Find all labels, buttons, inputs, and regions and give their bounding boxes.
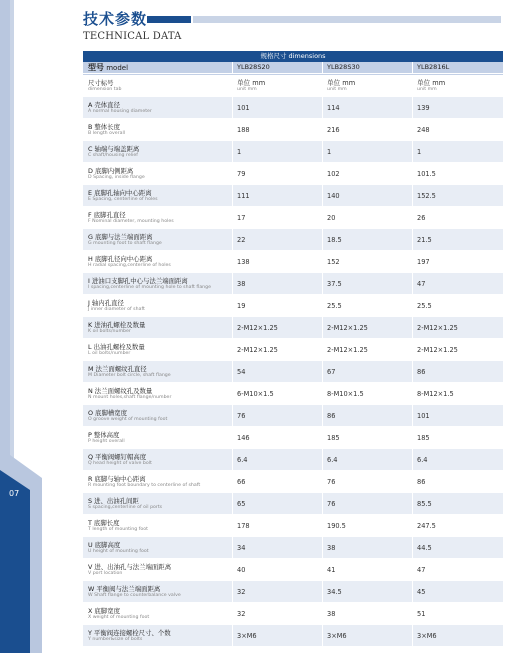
parameter-cell [83, 361, 233, 382]
parameter-name-cn: J 轴内孔直径 [88, 298, 124, 307]
value-cell [323, 339, 413, 360]
value-text: 146 [237, 433, 250, 442]
parameter-name-cn: C 轴端与端盖距离 [88, 144, 140, 153]
value-cell [323, 471, 413, 492]
parameter-name-en: V port location [88, 570, 123, 576]
value-text: 3×M6 [417, 631, 437, 640]
value-cell [323, 515, 413, 536]
parameter-cell [83, 273, 233, 294]
table-row [83, 295, 503, 317]
value-cell [413, 471, 503, 492]
parameter-cell [83, 537, 233, 558]
parameter-cell [83, 603, 233, 624]
value-cell [413, 361, 503, 382]
value-text: 76 [327, 499, 336, 508]
value-text: 2-M12×1.25 [327, 345, 368, 354]
value-text: 34 [237, 543, 246, 552]
value-cell [413, 537, 503, 558]
value-cell [233, 427, 323, 448]
value-cell [323, 581, 413, 602]
title-english: TECHNICAL DATA [83, 31, 182, 42]
value-text: 111 [237, 191, 250, 200]
parameter-name-en: X weight of mounting foot [88, 614, 150, 620]
value-cell [233, 581, 323, 602]
value-text: 21.5 [417, 235, 432, 244]
value-cell [233, 383, 323, 404]
parameter-cell [83, 207, 233, 228]
parameter-name-en: I spacing,centerline of mounting hole to shaft flange [88, 284, 212, 290]
value-text: 102 [327, 169, 340, 178]
value-text: 18.5 [327, 235, 342, 244]
value-cell [413, 581, 503, 602]
parameter-name-en: O groove weight of mounting foot [88, 416, 168, 422]
parameter-cell [83, 163, 233, 184]
value-cell [413, 625, 503, 646]
value-cell [323, 427, 413, 448]
parameter-name-cn: A 壳体直径 [88, 100, 120, 109]
value-text: 152 [327, 257, 340, 266]
value-text: 54 [237, 367, 246, 376]
parameter-cell [83, 339, 233, 360]
value-text: 26 [417, 213, 426, 222]
value-text: 38 [327, 543, 336, 552]
parameter-name-cn: O 底脚槽宽度 [88, 408, 128, 417]
parameter-cell [83, 229, 233, 250]
parameter-cell [83, 515, 233, 536]
value-text: 1 [327, 147, 332, 156]
value-text: 86 [417, 477, 426, 486]
value-cell [233, 537, 323, 558]
value-cell [233, 559, 323, 580]
parameter-cell [83, 449, 233, 470]
value-text: 38 [237, 279, 246, 288]
parameter-cell [83, 97, 233, 118]
value-text: 47 [417, 565, 426, 574]
value-text: 114 [327, 103, 340, 112]
table-row [83, 185, 503, 207]
value-cell [323, 75, 413, 96]
value-cell [413, 559, 503, 580]
value-cell [323, 361, 413, 382]
table-row [83, 74, 503, 97]
parameter-name-en: D Spacing, inside flange [88, 174, 145, 180]
model-header-row [83, 62, 503, 74]
parameter-name-en: U height of mounting foot [88, 548, 149, 554]
value-cell [323, 493, 413, 514]
parameter-name-cn: Y 平衡阀连接螺栓尺寸、个数 [88, 628, 171, 637]
value-cell [413, 493, 503, 514]
parameter-name-en: C shaft/housing relief [88, 152, 138, 158]
value-text: 25.5 [327, 301, 342, 310]
parameter-name-en: F Nominal diameter, mounting holes [88, 218, 174, 224]
value-cell [413, 449, 503, 470]
value-cell [233, 251, 323, 272]
title-underline-bar [193, 16, 501, 23]
parameter-name-en: P height overall [88, 438, 125, 444]
model-name-3: YLB2816L [417, 63, 450, 71]
value-cell [323, 273, 413, 294]
parameter-cell [83, 581, 233, 602]
table-row [83, 515, 503, 537]
value-text: 248 [417, 125, 430, 134]
model-label-cell [83, 62, 233, 73]
parameter-name-cn: L 出油孔螺栓及数量 [88, 342, 145, 351]
parameter-name-en: B length overall [88, 130, 126, 136]
value-cell [233, 405, 323, 426]
table-row [83, 97, 503, 119]
value-text: 85.5 [417, 499, 432, 508]
value-text: 2-M12×1.25 [327, 323, 368, 332]
value-cell [323, 119, 413, 140]
value-cell [413, 339, 503, 360]
value-cell [233, 229, 323, 250]
value-text: 44.5 [417, 543, 432, 552]
value-text: 32 [237, 609, 246, 618]
value-text: 3×M6 [327, 631, 347, 640]
value-text: 2-M12×1.25 [417, 345, 458, 354]
value-text: 66 [237, 477, 246, 486]
parameter-name-cn: W 平衡阀与法兰端面距离 [88, 584, 161, 593]
parameter-name-en: M Diameter bolt circle, shaft flange [88, 372, 171, 378]
value-cell [323, 559, 413, 580]
value-text: 34.5 [327, 587, 342, 596]
parameter-name-en: Y number&size of bolts [88, 636, 143, 642]
parameter-name-cn: 尺寸标号 [88, 78, 114, 87]
parameter-name-en: J inner diameter of shaft [88, 306, 145, 312]
parameter-cell [83, 185, 233, 206]
table-row [83, 163, 503, 185]
value-text: 单位 mm [417, 78, 446, 87]
value-cell [323, 141, 413, 162]
value-text: 67 [327, 367, 336, 376]
parameter-name-cn: F 底脚孔直径 [88, 210, 126, 219]
value-cell [233, 207, 323, 228]
value-cell [413, 427, 503, 448]
parameter-name-cn: K 进油孔螺栓及数量 [88, 320, 146, 329]
value-cell [323, 317, 413, 338]
parameter-name-en: K oil bolts/number [88, 328, 131, 334]
parameter-name-cn: N 法兰面螺纹孔及数量 [88, 386, 153, 395]
table-row [83, 141, 503, 163]
parameter-name-cn: Q 平衡阀螺钉帽高度 [88, 452, 147, 461]
table-body [83, 74, 503, 647]
parameter-name-cn: E 底脚孔轴向中心距离 [88, 188, 152, 197]
model-label: 型号 [88, 63, 104, 72]
value-cell [233, 471, 323, 492]
value-text: 2-M12×1.25 [237, 345, 278, 354]
model-name-1: YLB28S20 [233, 62, 323, 73]
value-text: 40 [237, 565, 246, 574]
model-name-2: YLB28S30 [323, 62, 413, 73]
value-cell [233, 493, 323, 514]
value-cell [413, 163, 503, 184]
table-row [83, 229, 503, 251]
table-row [83, 119, 503, 141]
parameter-name-en: T length of mounting foot [88, 526, 148, 532]
value-text: 1 [237, 147, 242, 156]
value-text: 47 [417, 279, 426, 288]
value-cell [323, 603, 413, 624]
value-cell [413, 185, 503, 206]
value-cell [233, 449, 323, 470]
parameter-name-cn: S 进、出油孔间距 [88, 496, 139, 505]
parameter-name-en: Q head height of valve bolt [88, 460, 152, 466]
value-text: 152.5 [417, 191, 436, 200]
value-cell [413, 207, 503, 228]
technical-data-table [83, 51, 503, 647]
value-text: 101 [237, 103, 250, 112]
value-unit-en: unit mm [237, 86, 257, 92]
parameter-cell [83, 251, 233, 272]
value-cell [233, 625, 323, 646]
value-text: 2-M12×1.25 [237, 323, 278, 332]
value-text: 37.5 [327, 279, 342, 288]
value-text: 6.4 [417, 455, 428, 464]
value-cell [413, 295, 503, 316]
parameter-cell [83, 295, 233, 316]
value-text: 138 [237, 257, 250, 266]
value-text: 185 [417, 433, 430, 442]
table-row [83, 471, 503, 493]
value-text: 8-M10×1.5 [327, 389, 364, 398]
value-text: 216 [327, 125, 340, 134]
value-text: 25.5 [417, 301, 432, 310]
table-row [83, 317, 503, 339]
value-text: 76 [237, 411, 246, 420]
value-text: 17 [237, 213, 246, 222]
parameter-name-en: E Spacing, centerline of holes [88, 196, 158, 202]
parameter-cell [83, 493, 233, 514]
value-text: 单位 mm [327, 78, 356, 87]
title-accent-bar [147, 16, 191, 23]
value-cell [233, 603, 323, 624]
table-row [83, 603, 503, 625]
value-cell [323, 207, 413, 228]
value-text: 单位 mm [237, 78, 266, 87]
table-row [83, 537, 503, 559]
parameter-name-en: A normal housing diameter [88, 108, 152, 114]
parameter-name-cn: I 进油口支脚孔中心与法兰端面距离 [88, 276, 188, 285]
value-text: 86 [417, 367, 426, 376]
value-text: 6.4 [327, 455, 338, 464]
value-text: 6-M10×1.5 [237, 389, 274, 398]
value-cell [233, 119, 323, 140]
value-text: 3×M6 [237, 631, 257, 640]
value-cell [323, 229, 413, 250]
table-row [83, 383, 503, 405]
value-cell [233, 141, 323, 162]
model-label-en: model [106, 64, 129, 72]
table-row [83, 493, 503, 515]
parameter-cell [83, 471, 233, 492]
parameter-name-cn: T 底脚长度 [88, 518, 120, 527]
parameter-name-en: H radial spacing,centerline of holes [88, 262, 171, 268]
parameter-name-cn: H 底脚孔径向中心距离 [88, 254, 153, 263]
parameter-cell [83, 405, 233, 426]
value-cell [233, 163, 323, 184]
value-text: 247.5 [417, 521, 436, 530]
value-cell [413, 515, 503, 536]
value-cell [323, 163, 413, 184]
value-text: 19 [237, 301, 246, 310]
value-text: 79 [237, 169, 246, 178]
value-cell [413, 405, 503, 426]
parameter-name-cn: D 底脚内侧距离 [88, 166, 134, 175]
value-cell [413, 273, 503, 294]
sidebar-graphic [0, 0, 44, 653]
value-text: 1 [417, 147, 422, 156]
parameter-name-en: W Shaft flange to counterbalance valve [88, 592, 181, 598]
value-text: 188 [237, 125, 250, 134]
value-cell [323, 405, 413, 426]
value-text: 45 [417, 587, 426, 596]
value-text: 8-M12×1.5 [417, 389, 454, 398]
value-text: 32 [237, 587, 246, 596]
value-cell [413, 251, 503, 272]
parameter-name-en: N mount holes,shaft flange/number [88, 394, 172, 400]
parameter-name-en: R mounting foot boundary to centerline of shaft [88, 482, 201, 488]
table-row [83, 559, 503, 581]
table-row [83, 405, 503, 427]
table-row [83, 361, 503, 383]
value-text: 65 [237, 499, 246, 508]
value-cell [323, 537, 413, 558]
value-cell [413, 603, 503, 624]
parameter-name-cn: P 整体高度 [88, 430, 120, 439]
value-cell [413, 141, 503, 162]
table-row [83, 273, 503, 295]
parameter-cell [83, 119, 233, 140]
value-text: 76 [327, 477, 336, 486]
value-text: 190.5 [327, 521, 346, 530]
left-decorative-sidebar [0, 0, 44, 653]
value-cell [233, 317, 323, 338]
parameter-name-cn: G 底脚与法兰端面距离 [88, 232, 153, 241]
value-cell [233, 75, 323, 96]
value-cell [323, 251, 413, 272]
value-cell [233, 361, 323, 382]
table-row [83, 449, 503, 471]
parameter-name-cn: V 进、出油孔与法兰端面距离 [88, 562, 172, 571]
value-cell [233, 97, 323, 118]
value-cell [323, 97, 413, 118]
value-cell [413, 75, 503, 96]
value-text: 101 [417, 411, 430, 420]
parameter-name-cn: U 底脚高度 [88, 540, 121, 549]
parameter-name-en: S spacing,centerline of oil ports [88, 504, 163, 510]
value-unit-en: unit mm [327, 86, 347, 92]
value-text: 185 [327, 433, 340, 442]
value-text: 139 [417, 103, 430, 112]
value-unit-en: unit mm [417, 86, 437, 92]
parameter-name-cn: B 整体长度 [88, 122, 120, 131]
value-cell [233, 185, 323, 206]
parameter-name-cn: R 底脚与轴中心距离 [88, 474, 146, 483]
parameter-cell [83, 383, 233, 404]
table-row [83, 625, 503, 647]
value-cell [413, 97, 503, 118]
value-cell [323, 625, 413, 646]
title-chinese: 技术参数 [83, 10, 148, 28]
parameter-name-en: dimension tab [88, 86, 122, 92]
parameter-cell [83, 75, 233, 96]
value-text: 197 [417, 257, 430, 266]
value-text: 6.4 [237, 455, 248, 464]
table-row [83, 207, 503, 229]
parameter-name-cn: X 底脚宽度 [88, 606, 120, 615]
value-text: 38 [327, 609, 336, 618]
parameter-cell [83, 559, 233, 580]
parameter-cell [83, 625, 233, 646]
page-number: 07 [9, 489, 20, 498]
parameter-cell [83, 141, 233, 162]
value-cell [323, 295, 413, 316]
value-text: 41 [327, 565, 336, 574]
value-text: 86 [327, 411, 336, 420]
value-cell [233, 339, 323, 360]
value-text: 51 [417, 609, 426, 618]
value-cell [323, 185, 413, 206]
value-cell [233, 515, 323, 536]
table-row [83, 251, 503, 273]
parameter-name-en: G mounting foot to shaft flange [88, 240, 162, 246]
dimensions-group-header: 规格尺寸 dimensions [83, 51, 503, 62]
value-text: 2-M12×1.25 [417, 323, 458, 332]
value-cell [413, 119, 503, 140]
value-text: 178 [237, 521, 250, 530]
value-cell [413, 383, 503, 404]
value-cell [323, 383, 413, 404]
parameter-name-en: L oil bolts/number [88, 350, 131, 356]
value-text: 140 [327, 191, 340, 200]
parameter-cell [83, 317, 233, 338]
value-text: 22 [237, 235, 246, 244]
parameter-name-cn: M 法兰面螺纹孔直径 [88, 364, 147, 373]
value-cell [233, 273, 323, 294]
value-cell [323, 449, 413, 470]
value-text: 20 [327, 213, 336, 222]
parameter-cell [83, 427, 233, 448]
table-row [83, 581, 503, 603]
table-row [83, 427, 503, 449]
value-cell [233, 295, 323, 316]
value-cell [413, 229, 503, 250]
table-row [83, 339, 503, 361]
value-cell [413, 317, 503, 338]
value-text: 101.5 [417, 169, 436, 178]
